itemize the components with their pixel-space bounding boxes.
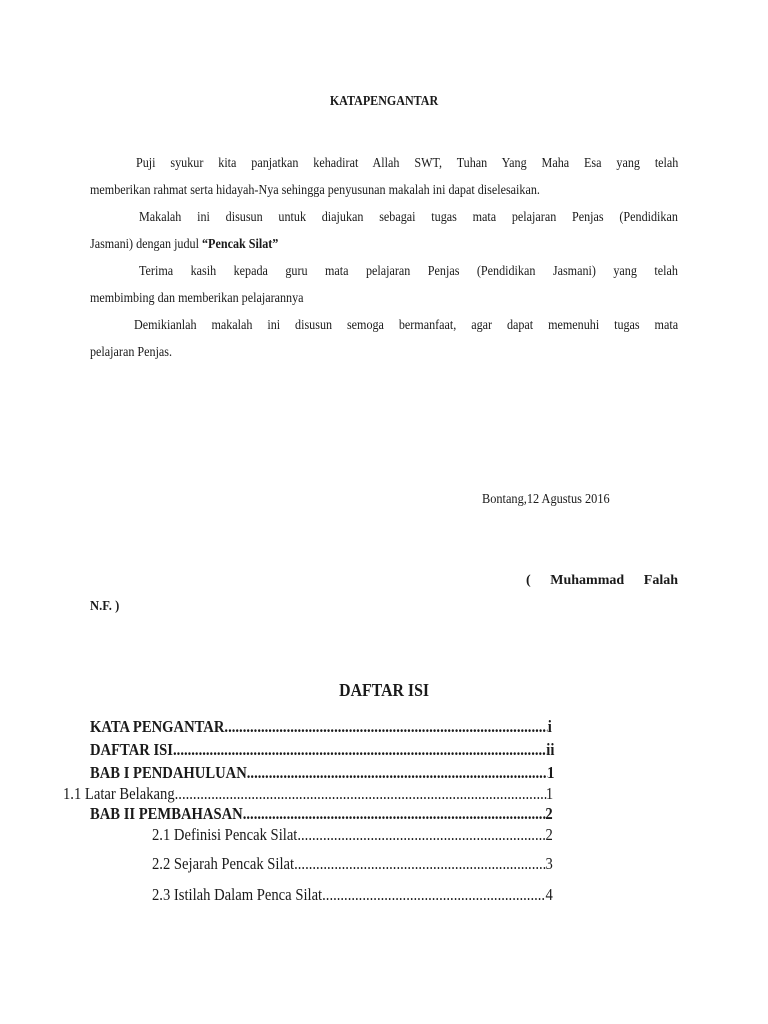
toc-label: BAB II PEMBAHASAN	[90, 804, 243, 823]
paragraph-text: memberikan rahmat serta hidayah-Nya sehingga penyusunan makalah ini dapat diselesaikan.	[90, 183, 540, 198]
paragraph-3-line-2	[90, 290, 678, 308]
toc-leader-dots	[247, 763, 547, 783]
toc-leader-dots	[294, 854, 545, 874]
paragraph-text: pelajaran Penjas.	[90, 345, 173, 360]
signer-middle-name: Falah	[643, 573, 678, 588]
toc-page-number: 4	[545, 885, 553, 904]
toc-label: BAB I PENDAHULUAN	[90, 763, 247, 782]
toc-entry-bab-2[interactable]	[90, 804, 553, 824]
paragraph-text: Terima kasih kepada guru mata pelajaran Penjas (Pendidikan Jasmani) yang telah	[139, 264, 678, 279]
toc-page-number: i	[547, 717, 552, 736]
paragraph-text: Demikianlah makalah ini disusun semoga bermanfaat, agar dapat memenuhi tugas mata	[134, 318, 679, 333]
paragraph-text	[90, 236, 678, 254]
toc-label: KATA PENGANTAR	[90, 717, 225, 736]
paragraph-text-prefix: Jasmani) dengan judul	[90, 237, 203, 252]
toc-label: 2.1 Definisi Pencak Silat	[152, 825, 298, 844]
paper-title-bold: “Pencak Silat”	[202, 237, 279, 252]
toc-label: 1.1 Latar Belakang	[63, 784, 175, 803]
toc-page-number: 2	[545, 825, 553, 844]
signer-first-name: Muhammad	[550, 573, 625, 588]
paragraph-text: Makalah ini disusun untuk diajukan sebagai tugas mata pelajaran Penjas (Pendidikan	[139, 210, 678, 225]
place-date	[482, 492, 627, 508]
toc-page-number: 2	[545, 804, 553, 823]
paragraph-2-line-2	[90, 236, 678, 254]
toc-leader-dots	[224, 717, 547, 737]
toc-entry-2-2[interactable]	[152, 854, 553, 874]
paragraph-1-line-2	[90, 182, 678, 200]
toc-page-number: 3	[545, 854, 553, 873]
signer-initials: N.F. )	[90, 599, 120, 614]
paragraph-text: membimbing dan memberikan pelajarannya	[90, 291, 304, 306]
toc-label: 2.2 Sejarah Pencak Silat	[152, 854, 295, 873]
daftar-isi-heading-text: DAFTAR ISI	[339, 680, 429, 700]
kata-pengantar-heading-text: KATAPENGANTAR	[329, 94, 439, 109]
toc-entry-2-3[interactable]	[152, 885, 553, 905]
toc-entry-1-1[interactable]	[63, 784, 553, 804]
paragraph-1-line-1	[136, 155, 678, 173]
toc-page-number: 1	[545, 784, 554, 803]
place-date-text: Bontang,12 Agustus 2016	[482, 492, 610, 507]
paragraph-4-line-2	[90, 344, 678, 362]
toc-leader-dots	[243, 804, 546, 824]
toc-entry-kata-pengantar[interactable]	[90, 717, 552, 737]
toc-leader-dots	[322, 885, 545, 905]
toc-leader-dots	[175, 784, 546, 804]
paragraph-4-line-1	[134, 317, 678, 335]
paragraph-text: Puji syukur kita panjatkan kehadirat Allah SWT, Tuhan Yang Maha Esa yang telah	[136, 156, 679, 171]
daftar-isi-heading	[0, 680, 768, 701]
toc-label: DAFTAR ISI	[90, 740, 174, 759]
toc-entry-2-1[interactable]	[152, 825, 553, 845]
signer-open-paren: (	[526, 573, 531, 588]
toc-entry-daftar-isi[interactable]	[90, 740, 554, 760]
paragraph-3-line-1	[139, 263, 678, 281]
toc-page-number: ii	[546, 740, 555, 759]
kata-pengantar-heading	[0, 94, 768, 110]
toc-label: 2.3 Istilah Dalam Penca Silat	[152, 885, 323, 904]
paragraph-2-line-1	[139, 209, 678, 227]
toc-page-number: 1	[547, 763, 555, 782]
signer-name-line-1	[526, 573, 678, 589]
toc-entry-bab-1[interactable]	[90, 763, 554, 783]
signer-name-line-2	[90, 599, 123, 615]
toc-leader-dots	[173, 740, 546, 760]
toc-leader-dots	[297, 825, 545, 845]
